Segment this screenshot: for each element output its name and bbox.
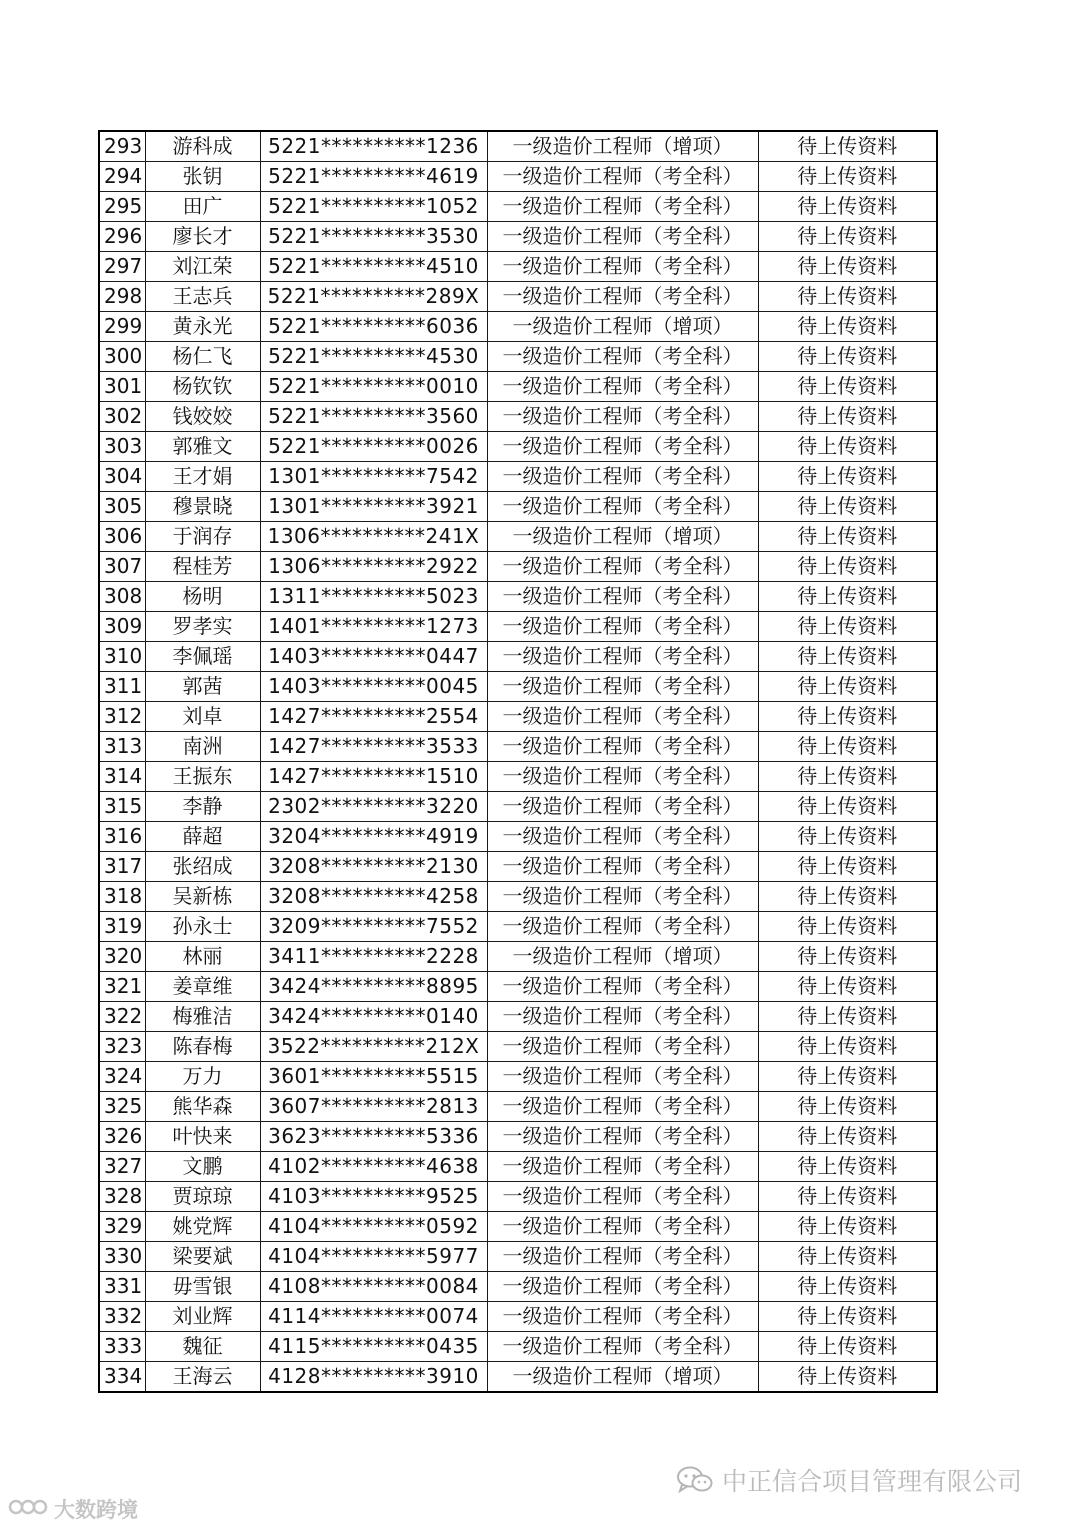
qualification-cell: 一级造价工程师（考全科） xyxy=(487,1062,758,1092)
id-number-cell: 3209**********7552 xyxy=(260,912,487,942)
row-number-cell: 312 xyxy=(99,702,145,732)
table-row xyxy=(99,492,937,522)
candidate-name-cell: 张钥 xyxy=(145,162,260,192)
table-row xyxy=(99,1152,937,1182)
candidate-name-cell: 廖长才 xyxy=(145,222,260,252)
table-row xyxy=(99,282,937,312)
row-number-cell: 293 xyxy=(99,131,145,162)
qualification-cell: 一级造价工程师（考全科） xyxy=(487,912,758,942)
table-row xyxy=(99,1362,937,1393)
status-cell: 待上传资料 xyxy=(758,462,937,492)
qualification-cell: 一级造价工程师（考全科） xyxy=(487,1092,758,1122)
footer-brand xyxy=(676,1462,1022,1498)
status-cell: 待上传资料 xyxy=(758,372,937,402)
qualification-cell: 一级造价工程师（考全科） xyxy=(487,762,758,792)
table-row xyxy=(99,882,937,912)
id-number-cell: 1301**********7542 xyxy=(260,462,487,492)
table-row xyxy=(99,462,937,492)
row-number-cell: 328 xyxy=(99,1182,145,1212)
qualification-cell: 一级造价工程师（考全科） xyxy=(487,192,758,222)
table-row xyxy=(99,1212,937,1242)
row-number-cell: 326 xyxy=(99,1122,145,1152)
row-number-cell: 309 xyxy=(99,612,145,642)
candidate-name-cell: 于润存 xyxy=(145,522,260,552)
candidate-name-cell: 毋雪银 xyxy=(145,1272,260,1302)
id-number-cell: 3601**********5515 xyxy=(260,1062,487,1092)
qualification-cell: 一级造价工程师（增项） xyxy=(487,1362,758,1393)
status-cell: 待上传资料 xyxy=(758,1272,937,1302)
candidate-name-cell: 刘卓 xyxy=(145,702,260,732)
id-number-cell: 4128**********3910 xyxy=(260,1362,487,1393)
row-number-cell: 310 xyxy=(99,642,145,672)
row-number-cell: 297 xyxy=(99,252,145,282)
row-number-cell: 321 xyxy=(99,972,145,1002)
status-cell: 待上传资料 xyxy=(758,732,937,762)
id-number-cell: 5221**********0010 xyxy=(260,372,487,402)
row-number-cell: 305 xyxy=(99,492,145,522)
status-cell: 待上传资料 xyxy=(758,1242,937,1272)
candidate-name-cell: 王海云 xyxy=(145,1362,260,1393)
candidate-name-cell: 薛超 xyxy=(145,822,260,852)
status-cell: 待上传资料 xyxy=(758,1362,937,1393)
status-cell: 待上传资料 xyxy=(758,492,937,522)
status-cell: 待上传资料 xyxy=(758,1032,937,1062)
id-number-cell: 3522**********212X xyxy=(260,1032,487,1062)
qualification-cell: 一级造价工程师（考全科） xyxy=(487,1152,758,1182)
table-row xyxy=(99,1122,937,1152)
status-cell: 待上传资料 xyxy=(758,912,937,942)
row-number-cell: 314 xyxy=(99,762,145,792)
table-row xyxy=(99,1242,937,1272)
candidate-name-cell: 王振东 xyxy=(145,762,260,792)
candidate-name-cell: 文鹏 xyxy=(145,1152,260,1182)
qualification-cell: 一级造价工程师（考全科） xyxy=(487,642,758,672)
candidate-name-cell: 南洲 xyxy=(145,732,260,762)
row-number-cell: 306 xyxy=(99,522,145,552)
status-cell: 待上传资料 xyxy=(758,1122,937,1152)
status-cell: 待上传资料 xyxy=(758,1332,937,1362)
id-number-cell: 4108**********0084 xyxy=(260,1272,487,1302)
status-cell: 待上传资料 xyxy=(758,882,937,912)
table-row xyxy=(99,612,937,642)
status-cell: 待上传资料 xyxy=(758,1152,937,1182)
id-number-cell: 5221**********289X xyxy=(260,282,487,312)
status-cell: 待上传资料 xyxy=(758,1212,937,1242)
status-cell: 待上传资料 xyxy=(758,282,937,312)
qualification-cell: 一级造价工程师（考全科） xyxy=(487,1302,758,1332)
candidate-name-cell: 叶快来 xyxy=(145,1122,260,1152)
qualification-cell: 一级造价工程师（考全科） xyxy=(487,852,758,882)
candidate-name-cell: 魏征 xyxy=(145,1332,260,1362)
id-number-cell: 5221**********3530 xyxy=(260,222,487,252)
qualification-cell: 一级造价工程师（考全科） xyxy=(487,612,758,642)
id-number-cell: 1403**********0447 xyxy=(260,642,487,672)
table-row xyxy=(99,402,937,432)
row-number-cell: 320 xyxy=(99,942,145,972)
logo-icon xyxy=(8,1496,48,1523)
candidate-name-cell: 刘江荣 xyxy=(145,252,260,282)
status-cell: 待上传资料 xyxy=(758,522,937,552)
id-number-cell: 4104**********0592 xyxy=(260,1212,487,1242)
table-row xyxy=(99,432,937,462)
row-number-cell: 302 xyxy=(99,402,145,432)
candidate-name-cell: 杨仁飞 xyxy=(145,342,260,372)
qualification-cell: 一级造价工程师（考全科） xyxy=(487,1212,758,1242)
row-number-cell: 313 xyxy=(99,732,145,762)
candidate-name-cell: 孙永士 xyxy=(145,912,260,942)
row-number-cell: 301 xyxy=(99,372,145,402)
row-number-cell: 300 xyxy=(99,342,145,372)
qualification-cell: 一级造价工程师（考全科） xyxy=(487,492,758,522)
qualification-cell: 一级造价工程师（增项） xyxy=(487,312,758,342)
candidate-name-cell: 李静 xyxy=(145,792,260,822)
status-cell: 待上传资料 xyxy=(758,131,937,162)
qualification-cell: 一级造价工程师（考全科） xyxy=(487,882,758,912)
company-name: 中正信合项目管理有限公司 xyxy=(722,1467,1023,1496)
table-row xyxy=(99,642,937,672)
qualification-cell: 一级造价工程师（考全科） xyxy=(487,822,758,852)
qualification-cell: 一级造价工程师（考全科） xyxy=(487,732,758,762)
row-number-cell: 296 xyxy=(99,222,145,252)
candidate-name-cell: 田广 xyxy=(145,192,260,222)
row-number-cell: 317 xyxy=(99,852,145,882)
status-cell: 待上传资料 xyxy=(758,252,937,282)
candidate-table xyxy=(98,130,938,1393)
id-number-cell: 5221**********3560 xyxy=(260,402,487,432)
status-cell: 待上传资料 xyxy=(758,672,937,702)
table-row xyxy=(99,1272,937,1302)
table-row xyxy=(99,252,937,282)
id-number-cell: 1301**********3921 xyxy=(260,492,487,522)
candidate-name-cell: 吴新栋 xyxy=(145,882,260,912)
status-cell: 待上传资料 xyxy=(758,1092,937,1122)
id-number-cell: 5221**********4619 xyxy=(260,162,487,192)
id-number-cell: 1306**********241X xyxy=(260,522,487,552)
row-number-cell: 298 xyxy=(99,282,145,312)
candidate-name-cell: 游科成 xyxy=(145,131,260,162)
candidate-name-cell: 张绍成 xyxy=(145,852,260,882)
id-number-cell: 5221**********0026 xyxy=(260,432,487,462)
qualification-cell: 一级造价工程师（考全科） xyxy=(487,552,758,582)
id-number-cell: 3411**********2228 xyxy=(260,942,487,972)
qualification-cell: 一级造价工程师（考全科） xyxy=(487,972,758,1002)
table-row xyxy=(99,1092,937,1122)
candidate-name-cell: 王才娟 xyxy=(145,462,260,492)
status-cell: 待上传资料 xyxy=(758,852,937,882)
row-number-cell: 330 xyxy=(99,1242,145,1272)
qualification-cell: 一级造价工程师（考全科） xyxy=(487,582,758,612)
id-number-cell: 5221**********4510 xyxy=(260,252,487,282)
table-row xyxy=(99,1002,937,1032)
status-cell: 待上传资料 xyxy=(758,582,937,612)
wechat-icon xyxy=(676,1465,714,1495)
row-number-cell: 311 xyxy=(99,672,145,702)
candidate-name-cell: 刘业辉 xyxy=(145,1302,260,1332)
candidate-name-cell: 熊华森 xyxy=(145,1092,260,1122)
row-number-cell: 329 xyxy=(99,1212,145,1242)
row-number-cell: 332 xyxy=(99,1302,145,1332)
id-number-cell: 3204**********4919 xyxy=(260,822,487,852)
id-number-cell: 3623**********5336 xyxy=(260,1122,487,1152)
status-cell: 待上传资料 xyxy=(758,402,937,432)
row-number-cell: 294 xyxy=(99,162,145,192)
candidate-name-cell: 王志兵 xyxy=(145,282,260,312)
table-row xyxy=(99,852,937,882)
status-cell: 待上传资料 xyxy=(758,972,937,1002)
candidate-name-cell: 郭茜 xyxy=(145,672,260,702)
row-number-cell: 324 xyxy=(99,1062,145,1092)
id-number-cell: 4102**********4638 xyxy=(260,1152,487,1182)
table-row xyxy=(99,972,937,1002)
candidate-name-cell: 黄永光 xyxy=(145,312,260,342)
status-cell: 待上传资料 xyxy=(758,552,937,582)
id-number-cell: 1311**********5023 xyxy=(260,582,487,612)
candidate-name-cell: 钱姣姣 xyxy=(145,402,260,432)
qualification-cell: 一级造价工程师（考全科） xyxy=(487,252,758,282)
status-cell: 待上传资料 xyxy=(758,1182,937,1212)
status-cell: 待上传资料 xyxy=(758,1062,937,1092)
id-number-cell: 5221**********4530 xyxy=(260,342,487,372)
watermark xyxy=(8,1496,138,1522)
table-row xyxy=(99,1032,937,1062)
status-cell: 待上传资料 xyxy=(758,432,937,462)
id-number-cell: 1427**********2554 xyxy=(260,702,487,732)
table-row xyxy=(99,792,937,822)
id-number-cell: 5221**********1052 xyxy=(260,192,487,222)
id-number-cell: 5221**********1236 xyxy=(260,131,487,162)
candidate-table-body xyxy=(99,131,937,1392)
qualification-cell: 一级造价工程师（考全科） xyxy=(487,1032,758,1062)
watermark-text: 大数跨境 xyxy=(54,1498,138,1522)
candidate-name-cell: 梁要斌 xyxy=(145,1242,260,1272)
row-number-cell: 319 xyxy=(99,912,145,942)
status-cell: 待上传资料 xyxy=(758,342,937,372)
status-cell: 待上传资料 xyxy=(758,642,937,672)
candidate-name-cell: 程桂芳 xyxy=(145,552,260,582)
status-cell: 待上传资料 xyxy=(758,192,937,222)
candidate-name-cell: 杨钦钦 xyxy=(145,372,260,402)
candidate-name-cell: 林丽 xyxy=(145,942,260,972)
row-number-cell: 327 xyxy=(99,1152,145,1182)
qualification-cell: 一级造价工程师（考全科） xyxy=(487,1182,758,1212)
id-number-cell: 1427**********3533 xyxy=(260,732,487,762)
row-number-cell: 333 xyxy=(99,1332,145,1362)
id-number-cell: 1401**********1273 xyxy=(260,612,487,642)
row-number-cell: 315 xyxy=(99,792,145,822)
qualification-cell: 一级造价工程师（考全科） xyxy=(487,1272,758,1302)
status-cell: 待上传资料 xyxy=(758,1002,937,1032)
candidate-name-cell: 贾琼琼 xyxy=(145,1182,260,1212)
table-row xyxy=(99,912,937,942)
row-number-cell: 325 xyxy=(99,1092,145,1122)
status-cell: 待上传资料 xyxy=(758,612,937,642)
status-cell: 待上传资料 xyxy=(758,702,937,732)
id-number-cell: 4104**********5977 xyxy=(260,1242,487,1272)
table-row xyxy=(99,312,937,342)
table-row xyxy=(99,762,937,792)
candidate-name-cell: 姜章维 xyxy=(145,972,260,1002)
id-number-cell: 4114**********0074 xyxy=(260,1302,487,1332)
table-row xyxy=(99,702,937,732)
row-number-cell: 318 xyxy=(99,882,145,912)
row-number-cell: 322 xyxy=(99,1002,145,1032)
id-number-cell: 1403**********0045 xyxy=(260,672,487,702)
status-cell: 待上传资料 xyxy=(758,942,937,972)
qualification-cell: 一级造价工程师（考全科） xyxy=(487,342,758,372)
table-row xyxy=(99,1182,937,1212)
status-cell: 待上传资料 xyxy=(758,792,937,822)
table-row xyxy=(99,131,937,162)
candidate-name-cell: 万力 xyxy=(145,1062,260,1092)
qualification-cell: 一级造价工程师（考全科） xyxy=(487,1122,758,1152)
table-row xyxy=(99,222,937,252)
candidate-name-cell: 穆景晓 xyxy=(145,492,260,522)
candidate-name-cell: 梅雅洁 xyxy=(145,1002,260,1032)
row-number-cell: 303 xyxy=(99,432,145,462)
table-row xyxy=(99,522,937,552)
table-row xyxy=(99,582,937,612)
row-number-cell: 316 xyxy=(99,822,145,852)
id-number-cell: 3208**********4258 xyxy=(260,882,487,912)
qualification-cell: 一级造价工程师（考全科） xyxy=(487,402,758,432)
qualification-cell: 一级造价工程师（增项） xyxy=(487,522,758,552)
qualification-cell: 一级造价工程师（考全科） xyxy=(487,1332,758,1362)
candidate-name-cell: 姚党辉 xyxy=(145,1212,260,1242)
id-number-cell: 4103**********9525 xyxy=(260,1182,487,1212)
status-cell: 待上传资料 xyxy=(758,222,937,252)
qualification-cell: 一级造价工程师（考全科） xyxy=(487,372,758,402)
table-row xyxy=(99,672,937,702)
qualification-cell: 一级造价工程师（增项） xyxy=(487,131,758,162)
status-cell: 待上传资料 xyxy=(758,762,937,792)
row-number-cell: 308 xyxy=(99,582,145,612)
row-number-cell: 307 xyxy=(99,552,145,582)
status-cell: 待上传资料 xyxy=(758,162,937,192)
row-number-cell: 299 xyxy=(99,312,145,342)
qualification-cell: 一级造价工程师（考全科） xyxy=(487,792,758,822)
qualification-cell: 一级造价工程师（考全科） xyxy=(487,462,758,492)
id-number-cell: 3208**********2130 xyxy=(260,852,487,882)
id-number-cell: 1306**********2922 xyxy=(260,552,487,582)
table-row xyxy=(99,1302,937,1332)
qualification-cell: 一级造价工程师（考全科） xyxy=(487,432,758,462)
candidate-name-cell: 郭雅文 xyxy=(145,432,260,462)
table-row xyxy=(99,552,937,582)
qualification-cell: 一级造价工程师（考全科） xyxy=(487,672,758,702)
id-number-cell: 3424**********0140 xyxy=(260,1002,487,1032)
row-number-cell: 323 xyxy=(99,1032,145,1062)
qualification-cell: 一级造价工程师（考全科） xyxy=(487,162,758,192)
id-number-cell: 5221**********6036 xyxy=(260,312,487,342)
id-number-cell: 3607**********2813 xyxy=(260,1092,487,1122)
row-number-cell: 304 xyxy=(99,462,145,492)
id-number-cell: 3424**********8895 xyxy=(260,972,487,1002)
id-number-cell: 1427**********1510 xyxy=(260,762,487,792)
qualification-cell: 一级造价工程师（考全科） xyxy=(487,1002,758,1032)
qualification-cell: 一级造价工程师（考全科） xyxy=(487,282,758,312)
candidate-name-cell: 陈春梅 xyxy=(145,1032,260,1062)
table-row xyxy=(99,1332,937,1362)
qualification-cell: 一级造价工程师（考全科） xyxy=(487,222,758,252)
table-row xyxy=(99,372,937,402)
table-row xyxy=(99,192,937,222)
table-row xyxy=(99,342,937,372)
qualification-cell: 一级造价工程师（增项） xyxy=(487,942,758,972)
qualification-cell: 一级造价工程师（考全科） xyxy=(487,1242,758,1272)
row-number-cell: 334 xyxy=(99,1362,145,1393)
table-row xyxy=(99,822,937,852)
id-number-cell: 2302**********3220 xyxy=(260,792,487,822)
table-row xyxy=(99,732,937,762)
table-row xyxy=(99,1062,937,1092)
row-number-cell: 295 xyxy=(99,192,145,222)
table-row xyxy=(99,162,937,192)
status-cell: 待上传资料 xyxy=(758,1302,937,1332)
id-number-cell: 4115**********0435 xyxy=(260,1332,487,1362)
status-cell: 待上传资料 xyxy=(758,822,937,852)
row-number-cell: 331 xyxy=(99,1272,145,1302)
status-cell: 待上传资料 xyxy=(758,312,937,342)
table-row xyxy=(99,942,937,972)
candidate-name-cell: 李佩瑶 xyxy=(145,642,260,672)
qualification-cell: 一级造价工程师（考全科） xyxy=(487,702,758,732)
candidate-name-cell: 罗孝实 xyxy=(145,612,260,642)
candidate-name-cell: 杨明 xyxy=(145,582,260,612)
